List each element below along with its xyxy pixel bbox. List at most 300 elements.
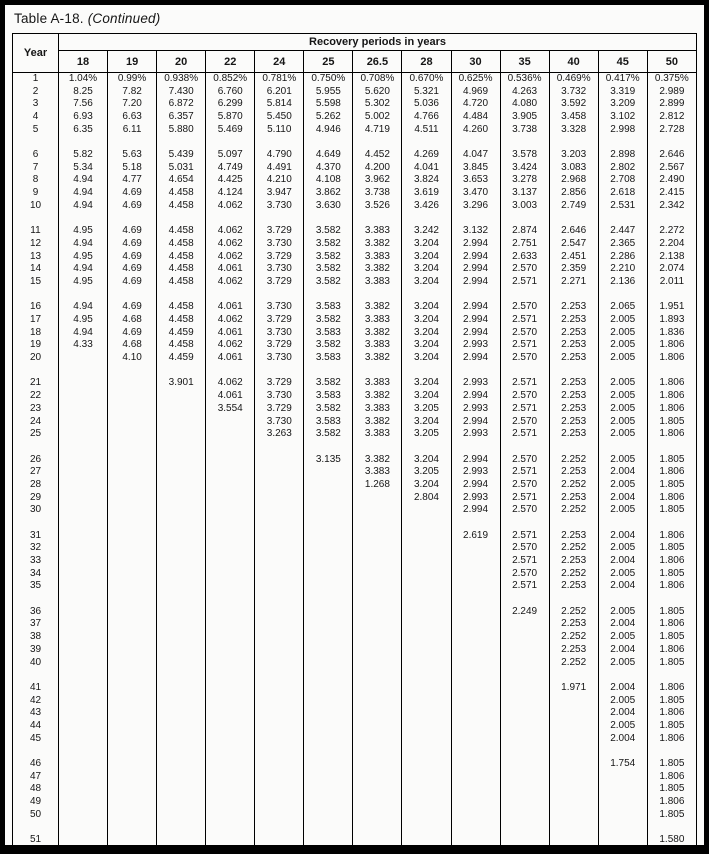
value-cell: 2.994 [451, 504, 500, 517]
value-cell: 2.204 [647, 238, 696, 251]
value-cell [353, 720, 402, 733]
value-cell: 2.252 [549, 542, 598, 555]
value-cell [353, 365, 402, 378]
value-cell: 2.570 [500, 327, 549, 340]
value-cell [157, 631, 206, 644]
table-header [13, 34, 697, 73]
value-cell [108, 631, 157, 644]
value-cell: 3.582 [304, 428, 353, 441]
value-cell [451, 542, 500, 555]
value-cell: 3.730 [255, 238, 304, 251]
value-cell: 1.754 [598, 758, 647, 771]
value-cell: 4.062 [206, 276, 255, 289]
value-cell [647, 289, 696, 302]
value-cell: 0.375% [647, 73, 696, 86]
value-cell: 1.806 [647, 403, 696, 416]
value-cell: 1.805 [647, 631, 696, 644]
value-cell [598, 669, 647, 682]
value-cell [108, 580, 157, 593]
value-cell: 1.805 [647, 542, 696, 555]
value-cell [549, 720, 598, 733]
value-cell: 4.749 [206, 162, 255, 175]
value-cell [59, 631, 108, 644]
value-cell [255, 289, 304, 302]
value-cell: 2.253 [549, 390, 598, 403]
table-row [13, 720, 697, 733]
table-row [13, 327, 697, 340]
value-cell [402, 733, 451, 746]
value-cell [598, 821, 647, 834]
value-cell [255, 682, 304, 695]
value-cell [304, 834, 353, 847]
value-cell [402, 745, 451, 758]
value-cell [353, 682, 402, 695]
value-cell: 4.452 [353, 149, 402, 162]
value-cell: 5.450 [255, 111, 304, 124]
value-cell: 2.253 [549, 327, 598, 340]
value-cell [59, 542, 108, 555]
value-cell [304, 289, 353, 302]
year-cell: 48 [29, 783, 42, 795]
value-cell: 2.708 [598, 174, 647, 187]
value-cell [59, 377, 108, 390]
value-cell [402, 289, 451, 302]
value-cell [255, 745, 304, 758]
table-row [13, 809, 697, 822]
year-cell: 7 [32, 161, 39, 173]
value-cell: 2.005 [598, 314, 647, 327]
value-cell [157, 454, 206, 467]
year-cell [13, 289, 59, 302]
value-cell [402, 568, 451, 581]
value-cell [206, 580, 255, 593]
value-cell: 2.994 [451, 251, 500, 264]
value-cell: 2.138 [647, 251, 696, 264]
value-cell: 5.880 [157, 124, 206, 137]
value-cell: 4.458 [157, 276, 206, 289]
value-cell: 0.99% [108, 73, 157, 86]
value-cell: 3.204 [402, 301, 451, 314]
table-row [13, 618, 697, 631]
value-cell: 3.382 [353, 454, 402, 467]
value-cell [206, 618, 255, 631]
value-cell [157, 618, 206, 631]
value-cell: 1.951 [647, 301, 696, 314]
value-cell: 2.415 [647, 187, 696, 200]
value-cell: 5.63 [108, 149, 157, 162]
table-row [13, 225, 697, 238]
value-cell: 4.062 [206, 339, 255, 352]
value-cell: 2.004 [598, 733, 647, 746]
value-cell [108, 454, 157, 467]
table-row [13, 301, 697, 314]
table-body [13, 73, 697, 848]
value-cell [353, 606, 402, 619]
value-cell: 4.766 [402, 111, 451, 124]
value-cell: 2.570 [500, 504, 549, 517]
value-cell: 1.806 [647, 377, 696, 390]
value-cell [304, 669, 353, 682]
value-cell: 3.582 [304, 276, 353, 289]
value-cell [255, 454, 304, 467]
value-cell [157, 758, 206, 771]
value-cell [549, 365, 598, 378]
column-header-26.5: 26.5 [353, 51, 402, 73]
value-cell [206, 289, 255, 302]
table-row [13, 238, 697, 251]
value-cell [549, 783, 598, 796]
value-cell: 2.994 [451, 314, 500, 327]
value-cell [451, 213, 500, 226]
value-cell [451, 517, 500, 530]
value-cell [549, 289, 598, 302]
value-cell: 2.252 [549, 454, 598, 467]
value-cell [59, 416, 108, 429]
value-cell: 4.484 [451, 111, 500, 124]
value-cell [353, 530, 402, 543]
value-cell [500, 213, 549, 226]
value-cell: 1.805 [647, 454, 696, 467]
value-cell: 3.132 [451, 225, 500, 238]
value-cell: 4.969 [451, 86, 500, 99]
value-cell [108, 136, 157, 149]
value-cell: 2.994 [451, 390, 500, 403]
value-cell: 4.68 [108, 339, 157, 352]
value-cell: 2.253 [549, 618, 598, 631]
value-cell: 3.583 [304, 390, 353, 403]
value-cell [108, 428, 157, 441]
value-cell: 2.005 [598, 377, 647, 390]
value-cell [59, 492, 108, 505]
value-cell [108, 403, 157, 416]
value-cell: 2.812 [647, 111, 696, 124]
value-cell [451, 682, 500, 695]
value-cell: 3.382 [353, 327, 402, 340]
value-cell [304, 136, 353, 149]
value-cell [353, 542, 402, 555]
spacer-row [13, 517, 697, 530]
value-cell: 2.253 [549, 416, 598, 429]
spacer-row [13, 821, 697, 834]
value-cell [255, 809, 304, 822]
value-cell [451, 834, 500, 847]
value-cell [353, 657, 402, 670]
value-cell [59, 365, 108, 378]
value-cell [549, 593, 598, 606]
value-cell [598, 834, 647, 847]
value-cell: 2.253 [549, 377, 598, 390]
value-cell [108, 682, 157, 695]
value-cell [500, 796, 549, 809]
value-cell [402, 504, 451, 517]
value-cell: 3.582 [304, 339, 353, 352]
spacer-row [13, 213, 697, 226]
value-cell [157, 441, 206, 454]
value-cell [255, 213, 304, 226]
value-cell: 1.806 [647, 428, 696, 441]
value-cell [549, 809, 598, 822]
value-cell [549, 796, 598, 809]
year-cell: 25 [29, 428, 42, 440]
value-cell [108, 416, 157, 429]
value-cell: 0.781% [255, 73, 304, 86]
table-row [13, 339, 697, 352]
column-header-35: 35 [500, 51, 549, 73]
value-cell [451, 555, 500, 568]
table-row [13, 631, 697, 644]
value-cell: 3.205 [402, 466, 451, 479]
value-cell [108, 796, 157, 809]
value-cell [59, 289, 108, 302]
value-cell [59, 466, 108, 479]
value-cell [255, 441, 304, 454]
value-cell [500, 657, 549, 670]
year-cell: 16 [29, 301, 42, 313]
value-cell [598, 441, 647, 454]
value-cell [157, 416, 206, 429]
column-header-row [13, 51, 697, 73]
depreciation-table [12, 33, 697, 848]
value-cell: 4.946 [304, 124, 353, 137]
value-cell [353, 631, 402, 644]
value-cell: 2.994 [451, 416, 500, 429]
value-cell [647, 365, 696, 378]
value-cell: 2.968 [549, 174, 598, 187]
column-header-25: 25 [304, 51, 353, 73]
value-cell [108, 644, 157, 657]
value-cell: 0.750% [304, 73, 353, 86]
spacer-row [13, 441, 697, 454]
value-cell: 3.862 [304, 187, 353, 200]
value-cell [206, 821, 255, 834]
value-cell: 3.526 [353, 200, 402, 213]
value-cell: 4.041 [402, 162, 451, 175]
year-cell: 39 [29, 643, 42, 655]
value-cell [598, 365, 647, 378]
value-cell: 3.729 [255, 251, 304, 264]
year-cell: 23 [29, 402, 42, 414]
table-row [13, 707, 697, 720]
value-cell: 5.814 [255, 98, 304, 111]
value-cell: 4.69 [108, 251, 157, 264]
value-cell [353, 771, 402, 784]
value-cell [353, 593, 402, 606]
value-cell: 4.94 [59, 200, 108, 213]
value-cell [157, 644, 206, 657]
value-cell [402, 669, 451, 682]
value-cell: 2.005 [598, 568, 647, 581]
value-cell: 2.004 [598, 707, 647, 720]
table-row [13, 492, 697, 505]
value-cell [500, 758, 549, 771]
value-cell [255, 707, 304, 720]
value-cell: 1.806 [647, 771, 696, 784]
value-cell [353, 568, 402, 581]
value-cell [451, 136, 500, 149]
year-cell: 17 [29, 314, 42, 326]
value-cell [304, 682, 353, 695]
value-cell: 1.893 [647, 314, 696, 327]
value-cell [353, 504, 402, 517]
value-cell: 3.582 [304, 263, 353, 276]
value-cell [157, 517, 206, 530]
value-cell: 4.062 [206, 251, 255, 264]
value-cell: 2.271 [549, 276, 598, 289]
value-cell: 2.253 [549, 466, 598, 479]
value-cell: 1.806 [647, 644, 696, 657]
value-cell [353, 733, 402, 746]
value-cell: 2.253 [549, 580, 598, 593]
value-cell [206, 504, 255, 517]
value-cell: 2.633 [500, 251, 549, 264]
value-cell: 4.94 [59, 263, 108, 276]
year-cell: 40 [29, 656, 42, 668]
value-cell: 4.654 [157, 174, 206, 187]
value-cell [598, 809, 647, 822]
value-cell: 2.490 [647, 174, 696, 187]
value-cell: 5.598 [304, 98, 353, 111]
value-cell: 3.383 [353, 339, 402, 352]
value-cell [59, 720, 108, 733]
value-cell: 1.805 [647, 479, 696, 492]
value-cell: 4.649 [304, 149, 353, 162]
value-cell: 1.805 [647, 606, 696, 619]
value-cell [353, 213, 402, 226]
column-header-18: 18 [59, 51, 108, 73]
value-cell [451, 289, 500, 302]
table-title-main: Table A-18. [14, 11, 84, 26]
value-cell [402, 555, 451, 568]
value-cell [500, 517, 549, 530]
value-cell [304, 504, 353, 517]
value-cell: 1.805 [647, 695, 696, 708]
value-cell [353, 441, 402, 454]
value-cell: 3.732 [549, 86, 598, 99]
value-cell: 2.252 [549, 568, 598, 581]
value-cell: 3.738 [353, 187, 402, 200]
table-row [13, 73, 697, 86]
value-cell: 0.938% [157, 73, 206, 86]
value-cell: 2.619 [451, 530, 500, 543]
value-cell: 3.592 [549, 98, 598, 111]
value-cell [451, 365, 500, 378]
value-cell: 2.749 [549, 200, 598, 213]
value-cell [206, 555, 255, 568]
value-cell: 3.901 [157, 377, 206, 390]
value-cell: 2.005 [598, 720, 647, 733]
value-cell: 2.994 [451, 301, 500, 314]
value-cell: 3.582 [304, 403, 353, 416]
value-cell [304, 796, 353, 809]
value-cell: 4.459 [157, 327, 206, 340]
value-cell [108, 707, 157, 720]
value-cell [108, 720, 157, 733]
value-cell: 5.955 [304, 86, 353, 99]
value-cell: 2.547 [549, 238, 598, 251]
value-cell [451, 657, 500, 670]
value-cell [402, 796, 451, 809]
column-header-30: 30 [451, 51, 500, 73]
value-cell: 4.062 [206, 200, 255, 213]
value-cell: 2.253 [549, 555, 598, 568]
value-cell [108, 377, 157, 390]
value-cell [59, 530, 108, 543]
value-cell [304, 618, 353, 631]
value-cell: 1.806 [647, 352, 696, 365]
value-cell: 2.005 [598, 428, 647, 441]
value-cell: 1.805 [647, 416, 696, 429]
value-cell: 2.570 [500, 542, 549, 555]
value-cell [353, 618, 402, 631]
value-cell: 3.729 [255, 225, 304, 238]
value-cell [59, 403, 108, 416]
value-cell: 2.993 [451, 428, 500, 441]
value-cell [549, 733, 598, 746]
value-cell [353, 580, 402, 593]
value-cell [451, 441, 500, 454]
table-row [13, 796, 697, 809]
value-cell: 3.383 [353, 377, 402, 390]
value-cell [206, 682, 255, 695]
value-cell [353, 821, 402, 834]
value-cell: 2.989 [647, 86, 696, 99]
value-cell [108, 479, 157, 492]
table-row [13, 416, 697, 429]
value-cell [255, 504, 304, 517]
value-cell [157, 821, 206, 834]
value-cell [304, 783, 353, 796]
value-cell [255, 631, 304, 644]
year-column-header: Year [13, 34, 59, 73]
value-cell: 2.005 [598, 657, 647, 670]
value-cell: 2.994 [451, 327, 500, 340]
value-cell: 2.005 [598, 327, 647, 340]
year-cell: 50 [29, 808, 42, 820]
value-cell [59, 568, 108, 581]
year-cell [13, 593, 59, 606]
value-cell: 2.210 [598, 263, 647, 276]
column-header-40: 40 [549, 51, 598, 73]
value-cell [59, 796, 108, 809]
value-cell: 2.993 [451, 466, 500, 479]
value-cell: 5.34 [59, 162, 108, 175]
value-cell: 3.204 [402, 479, 451, 492]
year-cell [13, 517, 59, 530]
value-cell [255, 365, 304, 378]
value-cell: 2.998 [598, 124, 647, 137]
value-cell: 4.047 [451, 149, 500, 162]
value-cell: 4.458 [157, 314, 206, 327]
value-cell [304, 466, 353, 479]
value-cell: 3.947 [255, 187, 304, 200]
value-cell [451, 644, 500, 657]
value-cell: 2.005 [598, 631, 647, 644]
year-cell [13, 745, 59, 758]
value-cell: 0.536% [500, 73, 549, 86]
year-cell: 42 [29, 694, 42, 706]
value-cell: 4.69 [108, 200, 157, 213]
value-cell: 2.856 [549, 187, 598, 200]
value-cell [59, 834, 108, 847]
value-cell [304, 771, 353, 784]
value-cell: 2.570 [500, 352, 549, 365]
value-cell [304, 517, 353, 530]
table-row [13, 263, 697, 276]
value-cell: 0.469% [549, 73, 598, 86]
value-cell: 4.061 [206, 301, 255, 314]
value-cell [598, 517, 647, 530]
value-cell: 2.802 [598, 162, 647, 175]
